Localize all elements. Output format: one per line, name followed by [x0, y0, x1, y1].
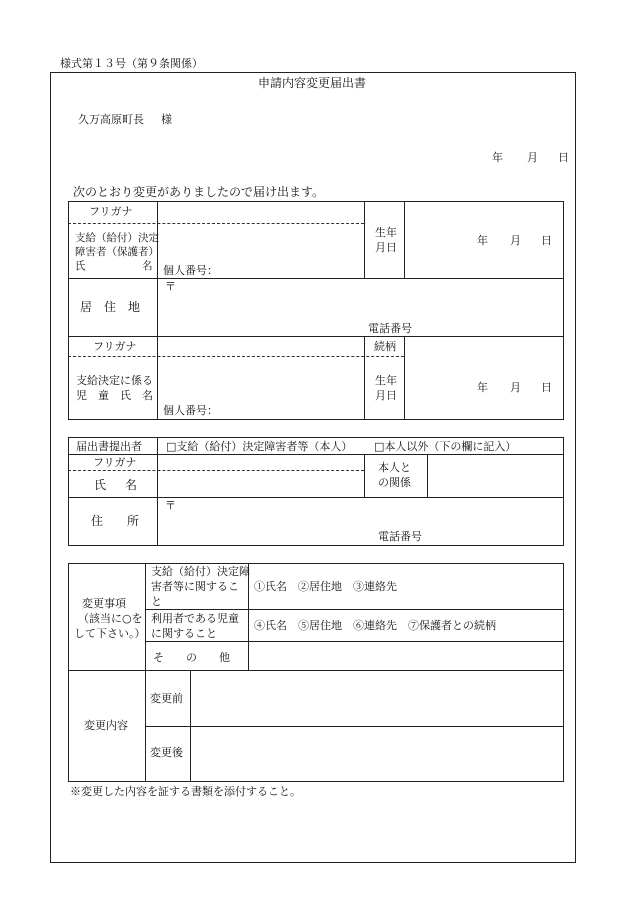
phone-label: 電話番号 — [368, 322, 412, 335]
submitter-label: 届出書提出者 — [76, 440, 142, 453]
postal-mark: 〒 — [165, 280, 176, 293]
intro-text: 次のとおり変更がありましたので届け出ます。 — [73, 185, 325, 199]
recipient-label-3a: 氏 — [75, 260, 86, 272]
category-child-1: 利用者である児童 — [151, 612, 239, 625]
submitter-option-self[interactable]: □支給（給付）決定障害者等（本人） — [166, 440, 353, 453]
child-birth-month: 月 — [510, 381, 521, 394]
address-label: 居 住 地 — [80, 300, 141, 314]
child-birth-year: 年 — [477, 381, 488, 394]
child-label-2: 児 童 氏 名 — [76, 389, 153, 402]
birth-year: 年 — [477, 234, 488, 247]
form-number: 様式第１３号（第９条関係） — [60, 57, 203, 70]
child-mynumber-label: 個人番号： — [163, 404, 218, 417]
change-items-label-2: （該当に○を — [78, 612, 143, 625]
birth-month: 月 — [510, 234, 521, 247]
submitter-phone-label: 電話番号 — [378, 530, 422, 543]
attachment-note: ※変更した内容を証する書類を添付すること。 — [70, 785, 301, 798]
relation-label: 続柄 — [374, 340, 396, 353]
category-other[interactable]: そ の 他 — [153, 651, 230, 664]
child-birth-label-2: 月日 — [375, 389, 397, 402]
birth-label-2: 月日 — [375, 241, 397, 254]
submitter-name-b: 名 — [125, 478, 138, 492]
date-day: 日 — [558, 151, 569, 164]
child-furigana-label: フリガナ — [93, 340, 137, 353]
date-month: 月 — [527, 151, 538, 164]
change-after-label: 変更後 — [150, 746, 183, 759]
furigana-label: フリガナ — [89, 205, 133, 218]
form-title: 申請内容変更届出書 — [258, 76, 367, 90]
change-before-label: 変更前 — [150, 692, 183, 705]
change-content-label: 変更内容 — [84, 719, 128, 732]
relation-label-2: の関係 — [378, 476, 411, 489]
category-recipient-3: と — [151, 595, 162, 608]
submitter-furigana-label: フリガナ — [93, 456, 137, 469]
category-recipient-options[interactable]: ①氏名 ②居住地 ③連絡先 — [254, 580, 397, 593]
child-birth-label-1: 生年 — [375, 374, 397, 387]
category-child-options[interactable]: ④氏名 ⑤居住地 ⑥連絡先 ⑦保護者との続柄 — [254, 619, 496, 632]
relation-label-1: 本人と — [378, 461, 411, 474]
category-recipient-1: 支給（給付）決定障 — [151, 565, 250, 578]
date-year: 年 — [492, 151, 503, 164]
category-recipient-2: 害者等に関するこ — [151, 580, 239, 593]
recipient-label-2: 障害者（保護者） — [75, 246, 159, 258]
change-items-label-1: 変更事項 — [82, 597, 126, 610]
child-birth-day: 日 — [541, 381, 552, 394]
birth-label-1: 生年 — [375, 226, 397, 239]
mynumber-label: 個人番号： — [163, 264, 218, 277]
child-label-1: 支給決定に係る — [76, 374, 153, 387]
submitter-postal-mark: 〒 — [165, 499, 176, 512]
change-items-label-3: して下さい。） — [74, 627, 146, 640]
honorific: 様 — [161, 113, 172, 126]
recipient-label-1: 支給（給付）決定 — [75, 232, 159, 244]
category-child-2: に関すること — [151, 627, 217, 640]
submitter-option-other[interactable]: □本人以外（下の欄に記入） — [374, 440, 517, 453]
birth-day: 日 — [541, 234, 552, 247]
recipient-label-3b: 名 — [142, 260, 153, 272]
submitter-address-label: 住 所 — [91, 514, 140, 528]
submitter-name-a: 氏 — [94, 478, 107, 492]
addressee: 久万高原町長 — [78, 113, 144, 126]
